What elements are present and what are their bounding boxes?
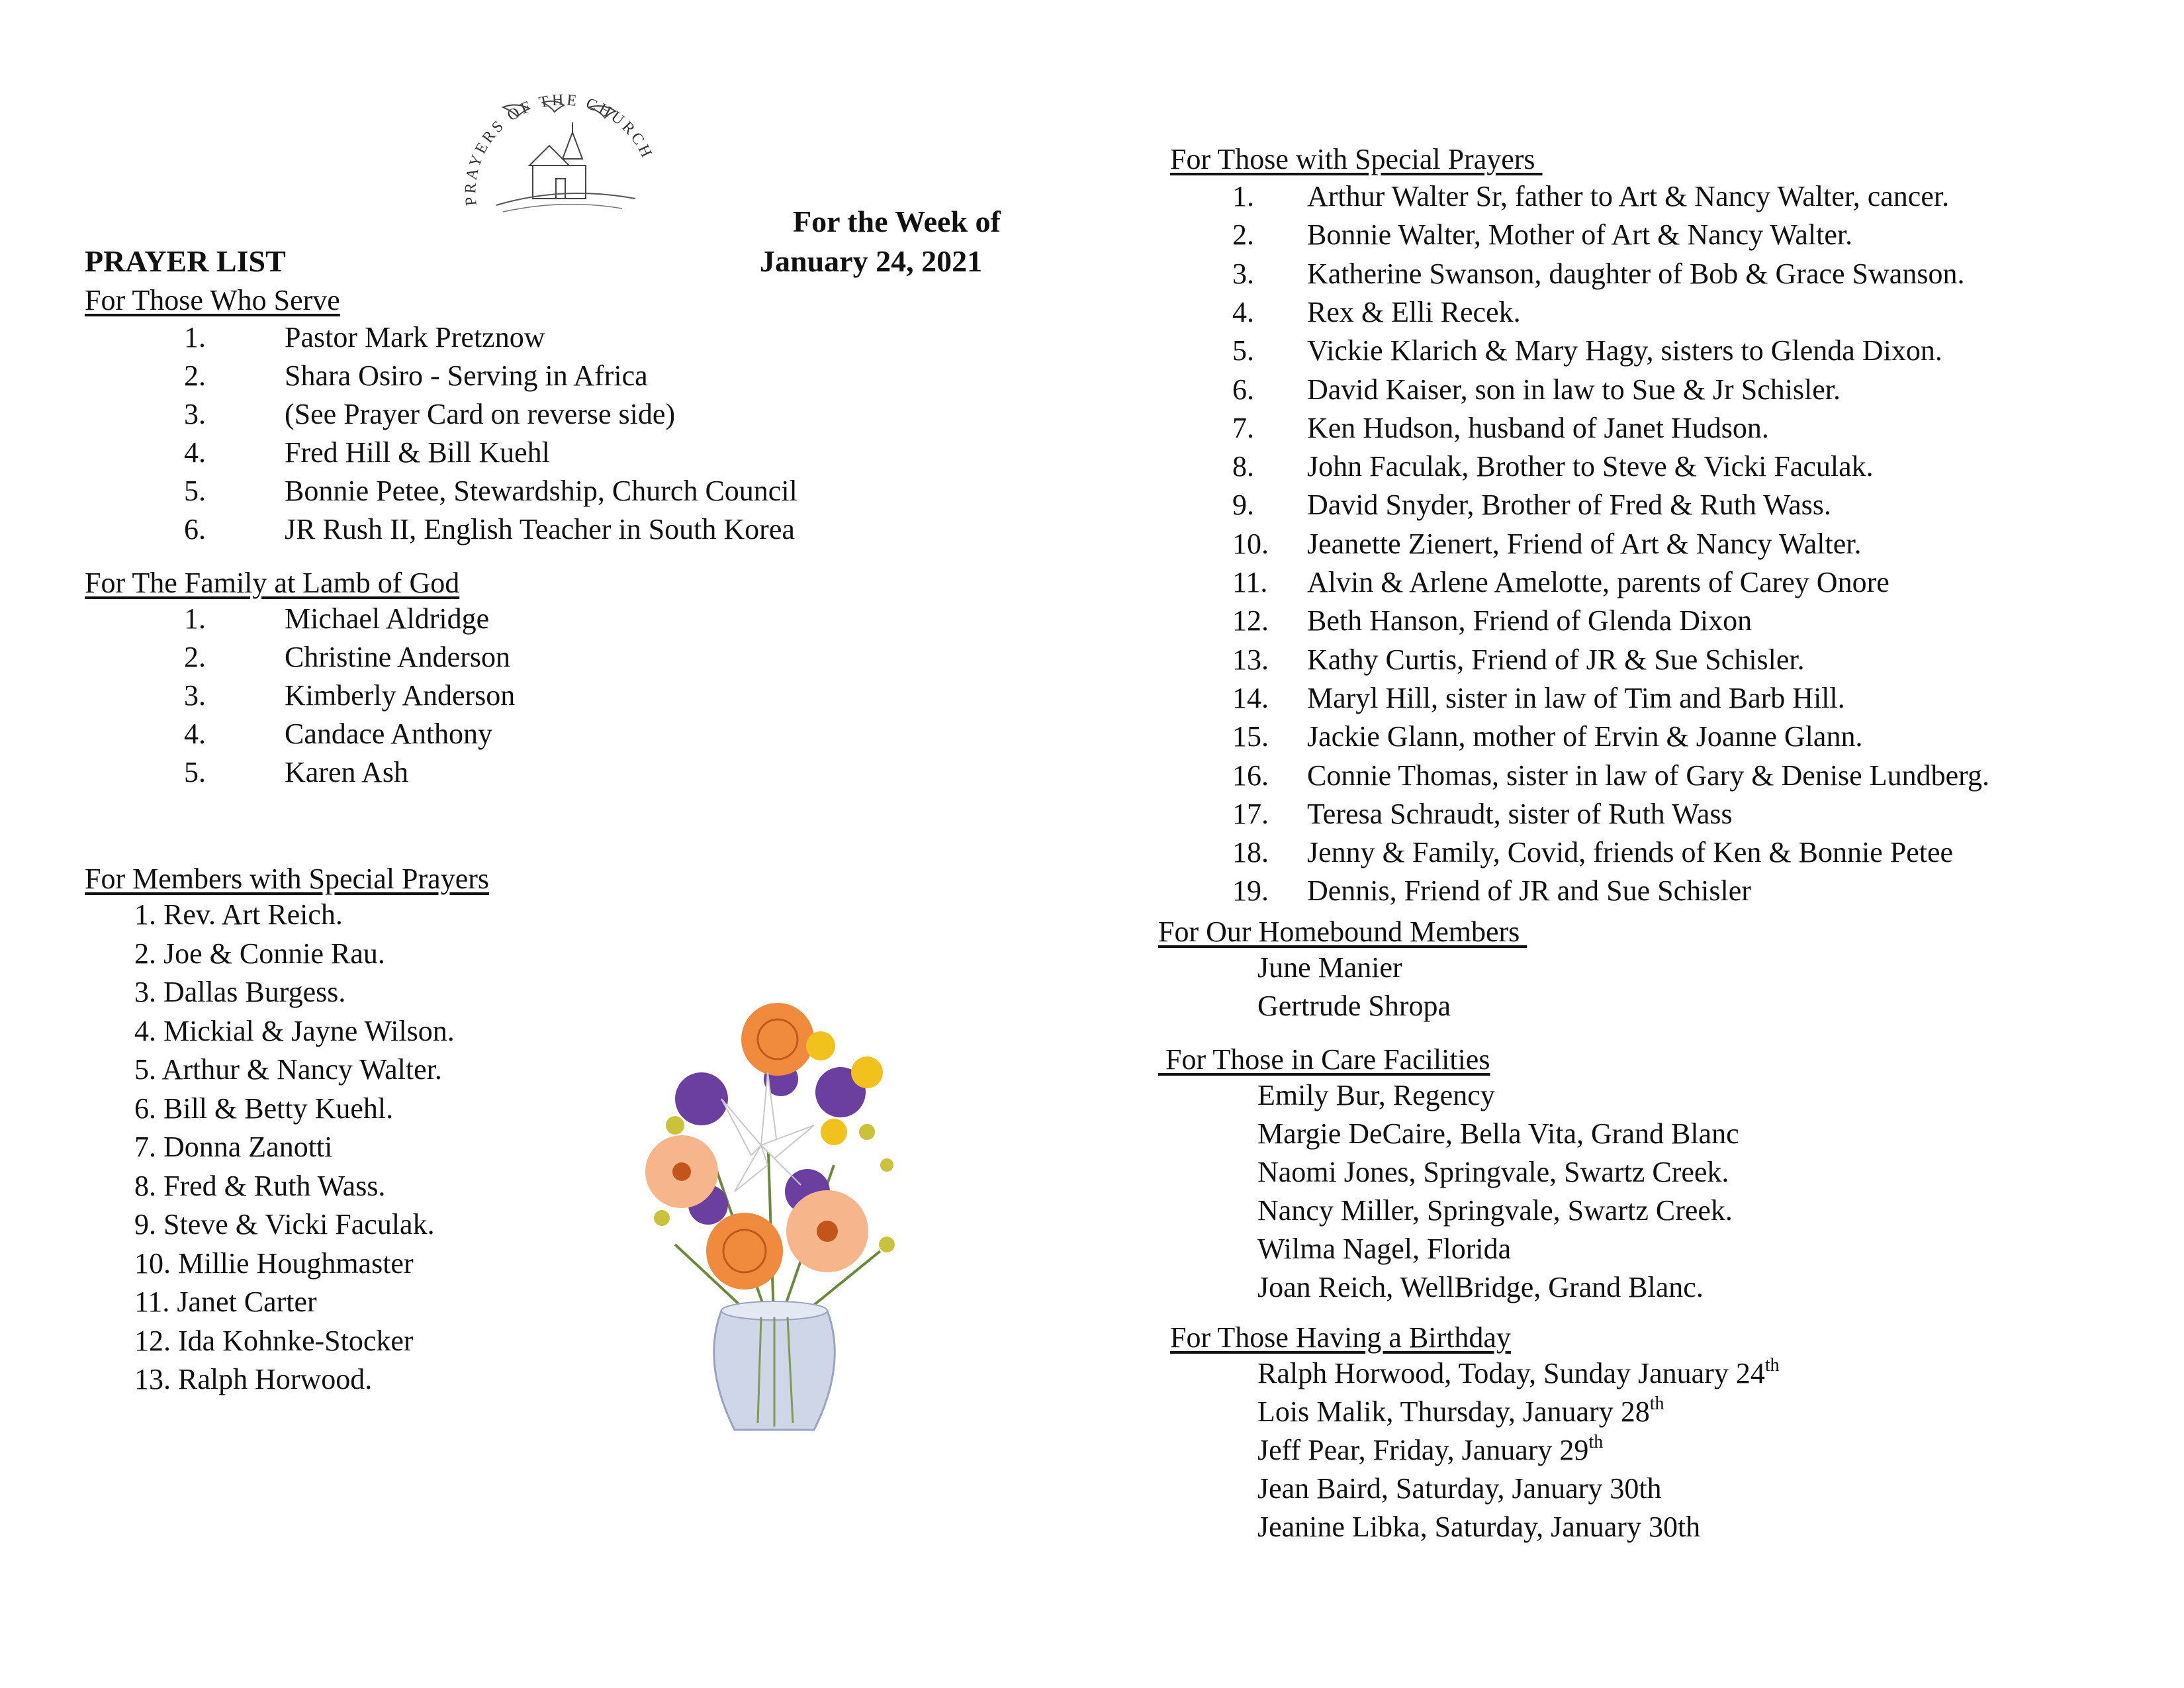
special-item-text: Jeanette Zienert, Friend of Art & Nancy Walter. (1307, 527, 1862, 560)
members-item: 11. Janet Carter (134, 1286, 317, 1318)
care-item: Wilma Nagel, Florida (1257, 1233, 1512, 1265)
special-item-text: Arthur Walter Sr, father to Art & Nancy Walter, cancer. (1307, 180, 1950, 212)
special-item-number: 18. (1232, 836, 1269, 869)
special-item-number: 4. (1232, 295, 1254, 328)
serve-item-text: Shara Osiro - Serving in Africa (285, 359, 648, 392)
care-item: Emily Bur, Regency (1257, 1079, 1495, 1111)
birthday-item-text: Lois Malik, Thursday, January 28 (1257, 1395, 1650, 1428)
special-item-number: 6. (1232, 373, 1254, 406)
special-item-number: 1. (1232, 180, 1254, 212)
family-item-text: Michael Aldridge (285, 602, 490, 635)
flower-bouquet-image (635, 966, 913, 1470)
special-item-text: Connie Thomas, sister in law of Gary & Denise Lundberg. (1307, 759, 1989, 792)
special-item-number: 14. (1232, 681, 1269, 714)
birthday-item (1257, 1513, 1700, 1542)
serve-item-number: 1. (184, 321, 206, 353)
special-item-text: Maryl Hill, sister in law of Tim and Barb Hill. (1307, 681, 1845, 714)
prayers-of-the-church-logo (457, 93, 668, 245)
special-item-number: 9. (1232, 489, 1254, 522)
members-item: 1. Rev. Art Reich. (134, 898, 343, 931)
serve-item-text: Fred Hill & Bill Kuehl (285, 436, 550, 469)
special-item-text: Teresa Schraudt, sister of Ruth Wass (1307, 797, 1733, 830)
birthday-item-text: Ralph Horwood, Today, Sunday January 24 (1257, 1357, 1765, 1389)
members-item: 5. Arthur & Nancy Walter. (134, 1053, 442, 1086)
svg-text:PRAYERS OF THE CHURCH (462, 93, 656, 207)
birthday-item (1257, 1432, 1604, 1466)
serve-item-number: 4. (184, 436, 206, 469)
care-item: Naomi Jones, Springvale, Swartz Creek. (1257, 1156, 1729, 1188)
special-item-number: 7. (1232, 411, 1254, 444)
page-title: PRAYER LIST (85, 244, 286, 278)
special-heading: For Those with Special Prayers (1170, 143, 1543, 175)
special-item-text: Jackie Glann, mother of Ervin & Joanne Glann. (1307, 720, 1863, 753)
serve-item-number: 5. (184, 475, 206, 507)
serve-item-text: Bonnie Petee, Stewardship, Church Council (285, 475, 797, 507)
care-item: Nancy Miller, Springvale, Swartz Creek. (1257, 1194, 1733, 1227)
care-heading: For Those in Care Facilities (1158, 1043, 1490, 1076)
members-item: 13. Ralph Horwood. (134, 1363, 373, 1395)
family-item-number: 2. (184, 641, 206, 673)
special-item-text: David Snyder, Brother of Fred & Ruth Wass. (1307, 489, 1831, 522)
family-item-text: Candace Anthony (285, 718, 493, 750)
members-item: 6. Bill & Betty Kuehl. (134, 1092, 394, 1125)
family-item-text: Kimberly Anderson (285, 679, 516, 712)
serve-item-text: Pastor Mark Pretznow (285, 321, 545, 353)
birthday-item-text: Jeff Pear, Friday, January 29 (1257, 1434, 1589, 1466)
serve-item-number: 2. (184, 359, 206, 392)
special-item-number: 19. (1232, 874, 1269, 908)
special-item-text: Rex & Elli Recek. (1307, 295, 1521, 328)
homebound-item: Gertrude Shropa (1257, 990, 1451, 1022)
special-item-text: Alvin & Arlene Amelotte, parents of Carey Onore (1307, 566, 1889, 598)
members-item: 12. Ida Kohnke-Stocker (134, 1324, 414, 1357)
serve-item-number: 6. (184, 513, 206, 545)
special-item-text: David Kaiser, son in law to Sue & Jr Schisler. (1307, 373, 1841, 406)
special-item-text: Ken Hudson, husband of Janet Hudson. (1307, 411, 1769, 444)
special-item-text: Kathy Curtis, Friend of JR & Sue Schisler. (1307, 643, 1805, 676)
special-item-text: Jenny & Family, Covid, friends of Ken & Bonnie Petee (1307, 836, 1954, 869)
care-item: Margie DeCaire, Bella Vita, Grand Blanc (1257, 1117, 1739, 1150)
homebound-item: June Manier (1257, 951, 1402, 984)
family-item-text: Karen Ash (285, 756, 408, 788)
birthday-item-ordinal: th (1649, 1393, 1664, 1414)
birthday-item-ordinal: th (1764, 1355, 1780, 1376)
special-item-text: Vickie Klarich & Mary Hagy, sisters to Glenda Dixon. (1307, 334, 1942, 367)
birthday-item (1257, 1355, 1780, 1389)
special-item-number: 8. (1232, 450, 1254, 483)
members-item: 4. Mickial & Jayne Wilson. (134, 1014, 455, 1047)
members-item: 7. Donna Zanotti (134, 1131, 333, 1163)
family-heading: For The Family at Lamb of God (85, 567, 460, 599)
week-date: January 24, 2021 (760, 244, 983, 278)
birthday-item (1257, 1393, 1664, 1428)
family-item-number: 3. (184, 679, 206, 712)
members-item: 3. Dallas Burgess. (134, 976, 346, 1008)
special-item-text: Beth Hanson, Friend of Glenda Dixon (1307, 604, 1752, 637)
birthday-item (1257, 1474, 1662, 1503)
serve-item-number: 3. (184, 398, 206, 430)
special-item-number: 11. (1232, 566, 1268, 598)
special-item-number: 2. (1232, 218, 1254, 252)
family-item-number: 4. (184, 718, 206, 750)
special-item-number: 10. (1232, 527, 1269, 560)
serve-item-text: (See Prayer Card on reverse side) (285, 398, 676, 430)
family-item-text: Christine Anderson (285, 641, 510, 673)
members-item: 8. Fred & Ruth Wass. (134, 1169, 386, 1202)
members-item: 10. Millie Houghmaster (134, 1246, 414, 1280)
logo-arc-text: PRAYERS OF THE CHURCH (462, 93, 657, 207)
family-item-number: 5. (184, 756, 206, 788)
week-label: For the Week of (793, 205, 1001, 238)
serve-heading: For Those Who Serve (85, 284, 340, 316)
care-item: Joan Reich, WellBridge, Grand Blanc. (1257, 1271, 1704, 1303)
special-item-number: 15. (1232, 720, 1269, 753)
special-item-number: 16. (1232, 759, 1269, 792)
birthday-item-text: Jean Baird, Saturday, January 30th (1257, 1472, 1662, 1505)
homebound-heading: For Our Homebound Members (1158, 915, 1527, 948)
birthday-heading: For Those Having a Birthday (1170, 1321, 1511, 1354)
special-item-text: Dennis, Friend of JR and Sue Schisler (1307, 874, 1751, 908)
members-heading: For Members with Special Prayers (85, 863, 489, 895)
birthday-item-ordinal: th (1588, 1432, 1604, 1452)
special-item-number: 5. (1232, 334, 1254, 367)
birthday-item-text: Jeanine Libka, Saturday, January 30th (1257, 1511, 1701, 1543)
family-item-number: 1. (184, 602, 206, 635)
special-item-text: John Faculak, Brother to Steve & Vicki Faculak. (1307, 450, 1874, 483)
special-item-number: 17. (1232, 797, 1269, 830)
special-item-number: 13. (1232, 643, 1269, 676)
members-item: 9. Steve & Vicki Faculak. (134, 1208, 435, 1241)
serve-item-text: JR Rush II, English Teacher in South Korea (285, 513, 795, 545)
special-item-text: Katherine Swanson, daughter of Bob & Grace Swanson. (1307, 257, 1965, 290)
members-item: 2. Joe & Connie Rau. (134, 937, 385, 970)
special-item-number: 3. (1232, 257, 1254, 290)
special-item-text: Bonnie Walter, Mother of Art & Nancy Walter. (1307, 218, 1853, 252)
special-item-number: 12. (1232, 604, 1269, 637)
